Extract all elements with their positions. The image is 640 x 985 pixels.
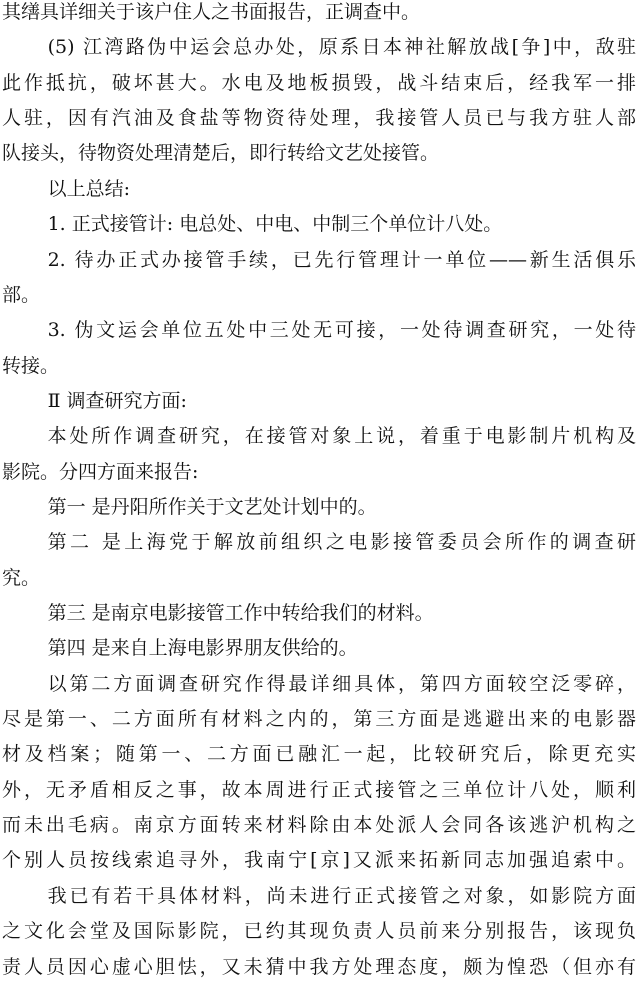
text-line: 3. 伪文运会单位五处中三处无可接，一处待调查研究，一处待	[47, 319, 636, 342]
text-line: 我已有若干具体材料，尚未进行正式接管之对象，如影院方面	[47, 884, 636, 907]
text-line: 以第二方面调查研究作得最详细具体，第四方面较空泛零碎，	[47, 672, 636, 695]
text-line: 第四 是来自上海电影界朋友供给的。	[47, 637, 358, 660]
text-line: 第一 是丹阳所作关于文艺处计划中的。	[47, 495, 377, 518]
text-line: 尽是第一、二方面所有材料之内的，第三方面是逃避出来的电影器	[2, 708, 636, 730]
text-line: 此作抵抗，破坏甚大。水电及地板损毁，战斗结束后，经我军一排	[2, 71, 636, 94]
text-line: 转接。	[2, 354, 60, 377]
text-line: 队接头，待物资处理清楚后，即行转给文艺处接管。	[2, 142, 440, 165]
text-line: 其缮具详细关于该户住人之书面报告，正调查中。	[2, 1, 421, 23]
text-line: 第二 是上海党于解放前组织之电影接管委员会所作的调查研	[47, 531, 636, 554]
text-line: 本处所作调查研究，在接管对象上说，着重于电影制片机构及	[47, 425, 636, 448]
text-line: Ⅱ 调查研究方面:	[47, 389, 187, 412]
text-line: 以上总结:	[47, 177, 130, 200]
text-line: (5) 江湾路伪中运会总办处，原系日本神社解放战[争]中，敌驻	[47, 36, 636, 59]
text-line: 而未出毛病。南京方面转来材料除由本处派人会同各该逃沪机构之	[2, 814, 636, 837]
text-line: 影院。分四方面来报告:	[2, 460, 199, 483]
text-line: 部。	[2, 283, 41, 306]
text-line: 第三 是南京电影接管工作中转给我们的材料。	[47, 602, 434, 624]
text-line: 1. 正式接管计: 电总处、中电、中制三个单位计八处。	[47, 213, 503, 236]
text-line: 个别人员按线索追寻外，我南宁[京]又派来拓新同志加强追索中。	[2, 849, 636, 872]
text-line: 人驻，因有汽油及食盐等物资待处理，我接管人员已与我方驻人部	[2, 107, 636, 130]
text-line: 究。	[2, 566, 41, 589]
text-line: 材及档案；随第一、二方面已融汇一起，比较研究后，除更充实	[2, 743, 636, 766]
text-line: 外，无矛盾相反之事，故本周进行正式接管之三单位计八处，顺利	[2, 778, 636, 801]
text-line: 责人员因心虚心胆怯，又未猜中我方处理态度，颇为惶恐（但亦有	[2, 955, 636, 978]
text-line: 之文化会堂及国际影院，已约其现负责人员前来分别报告，该现负	[2, 920, 636, 943]
text-line: 2. 待办正式办接管手续，已先行管理计一单位——新生活俱乐	[47, 248, 636, 271]
